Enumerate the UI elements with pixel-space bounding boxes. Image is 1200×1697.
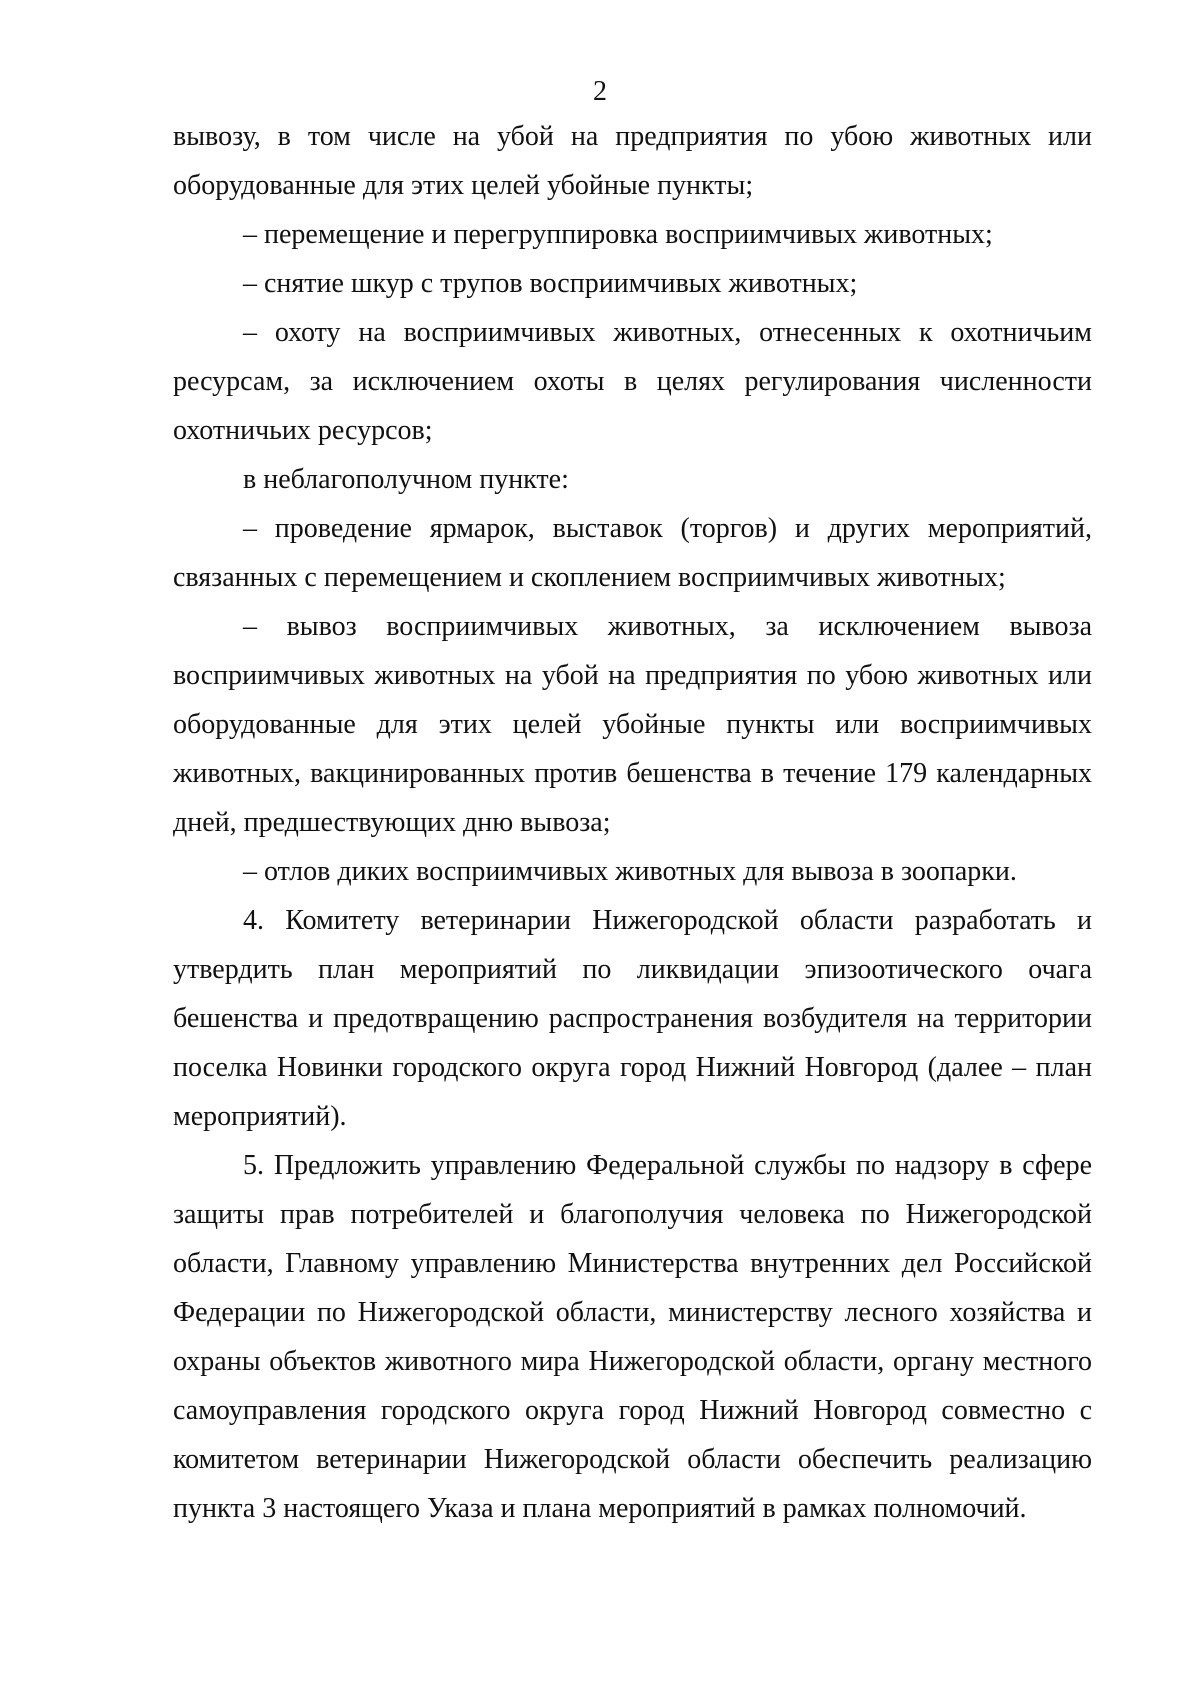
list-item-export: – вывоз восприимчивых животных, за исключением вывоза восприимчивых животных на убой на предприятия по убою животных или оборудованные для этих целей убойные пункты или восприимчивых животных, вакцинированных против бешенства в течение 179 календарных дней, предшествующих дню вывоза; [173,611,1092,838]
list-item-fairs: – проведение ярмарок, выставок (торгов) и других мероприятий, связанных с перемещением и скоплением восприимчивых животных; [173,513,1092,593]
list-item-trapping: – отлов диких восприимчивых животных для вывоза в зоопарки. [243,856,1017,887]
list-item-skinning: – снятие шкур с трупов восприимчивых животных; [243,268,858,299]
list-item-hunting: – охоту на восприимчивых животных, отнесенных к охотничьим ресурсам, за исключением охоты в целях регулирования численности охотничьих ресурсов; [173,317,1092,446]
list-item-moving-animals: – перемещение и перегруппировка восприимчивых животных; [243,219,993,250]
subheading-unfavorable-point: в неблагополучном пункте: [243,464,569,495]
paragraph-continuation: вывозу, в том числе на убой на предприятия по убою животных или оборудованные для этих целей убойные пункты; [173,121,1092,201]
document-body [173,112,1092,1533]
clause-5: 5. Предложить управлению Федеральной службы по надзору в сфере защиты прав потребителей и благополучия человека по Нижегородской области, Главному управлению Министерства внутренних дел Российской Федерации по Нижегородской области, министерству лесного хозяйства и охраны объектов животного мира Нижегородской области, органу местного самоуправления городского округа город Нижний Новгород совместно с комитетом ветеринарии Нижегородской области обеспечить реализацию пункта 3 настоящего Указа и плана мероприятий в рамках полномочий. [173,1150,1092,1524]
clause-4: 4. Комитету ветеринарии Нижегородской области разработать и утвердить план мероприятий по ликвидации эпизоотического очага бешенства и предотвращению распространения возбудителя на территории поселка Новинки городского округа город Нижний Новгород (далее – план мероприятий). [173,905,1092,1132]
page-number: 2 [593,76,607,107]
